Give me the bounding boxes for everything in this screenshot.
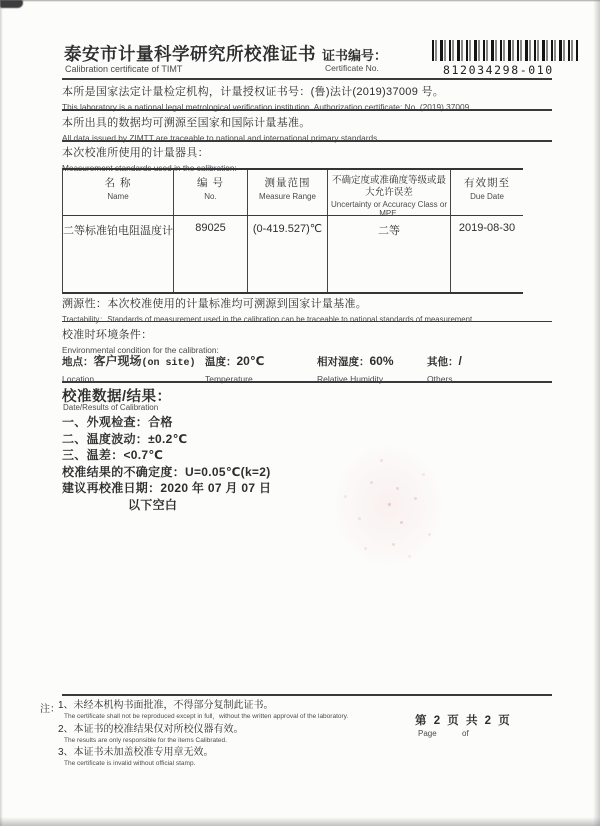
traceability-cn: 溯源性：本次校准使用的计量标准均可溯源到国家计量基准。 bbox=[62, 298, 368, 310]
note-3-cn: 3、本证书未加盖校准专用章无效。 bbox=[58, 747, 214, 758]
env-temperature-label: 温度： bbox=[205, 356, 237, 368]
col-name bbox=[63, 170, 174, 215]
scan-edge-top bbox=[0, 0, 600, 2]
note-1-en: The certificate shall not be reproduced except in full，without the written approval of the laboratory. bbox=[64, 713, 349, 720]
cell-uncertainty: 二等 bbox=[328, 216, 451, 292]
col-due bbox=[451, 170, 523, 215]
env-others-label: 其他： bbox=[427, 356, 459, 368]
certificate-no-label-en: Certificate No. bbox=[325, 63, 379, 73]
col-due-cn: 有效期至 bbox=[464, 177, 510, 189]
env-temperature bbox=[205, 352, 317, 384]
note-label: 注： bbox=[40, 704, 60, 715]
col-no bbox=[174, 170, 248, 215]
certificate-no-label: 证书编号： bbox=[322, 48, 388, 63]
page-number-en-of: of bbox=[462, 729, 469, 738]
cell-name: 二等标准铂电阻温度计 bbox=[63, 216, 174, 292]
col-range-en: Measure Range bbox=[259, 192, 316, 201]
environment-heading-en: Environmental condition for the calibration: bbox=[62, 344, 219, 355]
result-line-blank-below: 以下空白 bbox=[128, 497, 178, 512]
footer-divider bbox=[62, 694, 552, 696]
page-number-en-page: Page bbox=[418, 729, 437, 738]
page-title: 泰安市计量科学研究所校准证书 bbox=[64, 44, 316, 64]
divider bbox=[62, 321, 552, 322]
results-list bbox=[62, 414, 482, 514]
footer-note bbox=[40, 700, 400, 771]
page-subtitle: Calibration certificate of TIMT bbox=[65, 64, 183, 74]
traceability-en: Tractability：Standards of measurement used in the calibration can be traceable to national standards of measurement bbox=[62, 314, 473, 324]
note-1-cn: 1、未经本机构书面批准，不得部分复制此证书。 bbox=[58, 700, 274, 711]
col-no-cn: 编 号 bbox=[197, 177, 224, 189]
page-number: 第 2 页 共 2 页 bbox=[415, 715, 512, 727]
env-location-value-extra: (on site) bbox=[141, 358, 196, 369]
col-no-en: No. bbox=[204, 192, 217, 201]
divider bbox=[62, 140, 552, 142]
env-location-value: 客户现场 bbox=[93, 354, 142, 368]
col-name-cn: 名 称 bbox=[104, 177, 132, 189]
env-location bbox=[62, 352, 205, 384]
cell-range: (0-419.527)℃ bbox=[248, 216, 328, 292]
divider bbox=[62, 381, 552, 383]
env-humidity-label: 相对湿度： bbox=[317, 356, 370, 368]
col-range-cn: 测量范围 bbox=[264, 177, 311, 189]
scan-edge-left bbox=[0, 0, 3, 826]
environment-values bbox=[62, 352, 552, 384]
note-3-en: The certificate is invalid without official stamp. bbox=[64, 760, 196, 767]
col-due-en: Due Date bbox=[470, 192, 504, 201]
footer-notes bbox=[40, 700, 400, 771]
scan-edge-bottom bbox=[0, 817, 600, 826]
env-location-label-en: Location bbox=[62, 374, 95, 384]
env-temperature-label-en: Temperature bbox=[205, 374, 253, 384]
result-line: 建议再校准日期：2020 年 07 月 07 日 bbox=[62, 481, 272, 496]
environment-heading-cn: 校准时环境条件： bbox=[62, 329, 153, 341]
note-2-cn: 2、本证书的校准结果仅对所校仪器有效。 bbox=[58, 723, 244, 735]
env-others-value: / bbox=[458, 354, 462, 368]
col-uncertainty bbox=[328, 170, 451, 218]
scan-edge-right bbox=[593, 0, 600, 826]
standards-heading-cn: 本次校准所使用的计量器具： bbox=[62, 147, 209, 159]
divider bbox=[62, 78, 552, 80]
results-heading: 校准数据/结果： bbox=[62, 389, 172, 405]
standards-table bbox=[62, 168, 523, 294]
certificate-number: 812034298-010 bbox=[443, 63, 554, 77]
result-line: 校准结果的不确定度：U=0.05℃(k=2) bbox=[62, 464, 271, 479]
env-humidity bbox=[317, 352, 427, 384]
col-range bbox=[248, 170, 328, 215]
env-others-label-en: Others bbox=[427, 374, 453, 384]
statement-traceable-en: All data issued by ZIMTT are traceable to national and international primary standards. bbox=[62, 132, 380, 143]
env-temperature-value: 20℃ bbox=[236, 354, 265, 368]
divider bbox=[62, 109, 552, 111]
col-uncertainty-en: Uncertainty or Accuracy Class or MPE. bbox=[330, 200, 448, 218]
statement-authorization-en: This laboratory is a national legal metrological verification institution. Authorization certificate: No. (2019) 37009. bbox=[62, 101, 472, 112]
note-2-en: The results are only responsible for the items Calibrated. bbox=[64, 736, 227, 744]
statement-traceable bbox=[62, 114, 552, 143]
col-name-en: Name bbox=[107, 192, 129, 201]
result-line: 二、温度波动：±0.2℃ bbox=[62, 431, 188, 446]
standards-heading-en: Measurement standards used in the calibration: bbox=[62, 162, 237, 173]
table-row bbox=[63, 216, 523, 292]
statement-authorization bbox=[62, 83, 552, 112]
col-uncertainty-cn: 不确定度或准确度等级或最大允许误差 bbox=[331, 175, 446, 198]
statement-authorization-cn: 本所是国家法定计量检定机构，计量授权证书号：(鲁)法计(2019)37009 号。 bbox=[62, 86, 445, 98]
cell-no: 89025 bbox=[174, 216, 248, 292]
result-line: 三、温差：<0.7℃ bbox=[62, 448, 164, 463]
env-location-label: 地点： bbox=[62, 356, 94, 368]
results-heading-en: Date/Results of Calibration bbox=[63, 403, 159, 412]
standards-table-header bbox=[63, 170, 523, 216]
environment-heading bbox=[62, 326, 552, 355]
scan-corner-mark bbox=[0, 0, 23, 8]
env-humidity-label-en: Relative Humidity bbox=[317, 374, 384, 384]
cell-due: 2019-08-30 bbox=[458, 222, 516, 234]
barcode-image bbox=[432, 40, 578, 61]
env-humidity-value: 60% bbox=[369, 354, 394, 368]
env-others bbox=[427, 352, 517, 384]
statement-traceable-cn: 本所出具的数据均可溯源至国家和国际计量基准。 bbox=[62, 117, 311, 129]
result-line: 一、外观检查：合格 bbox=[62, 415, 173, 429]
